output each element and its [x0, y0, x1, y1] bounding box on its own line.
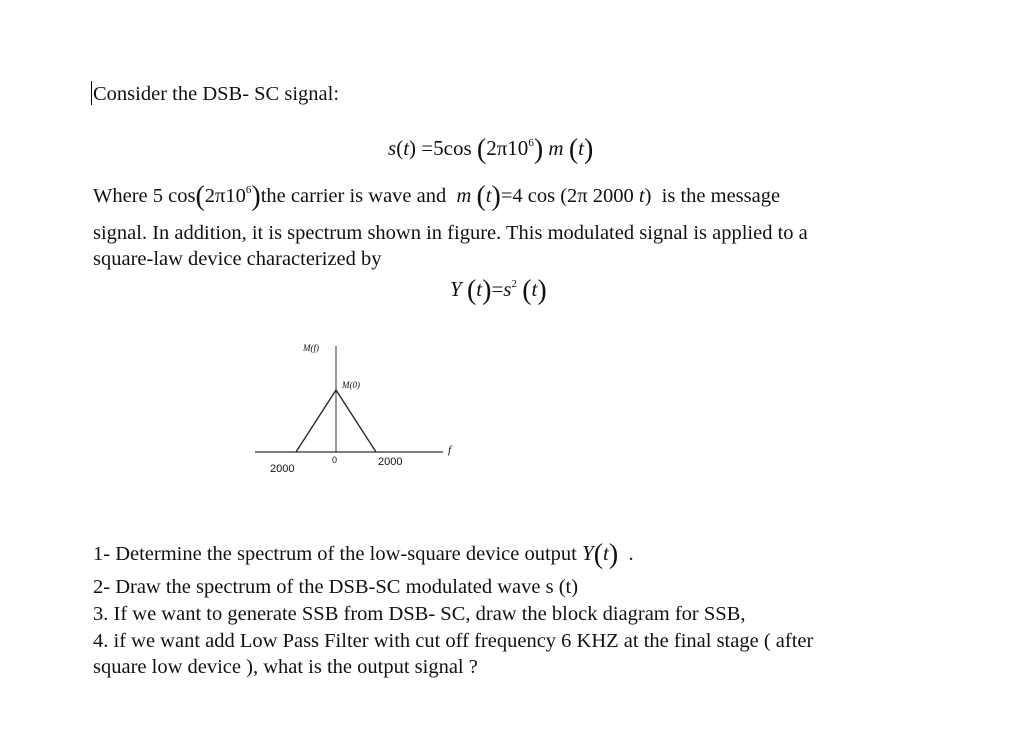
- equals-sign: =: [421, 136, 434, 160]
- tick-left: 2000: [270, 463, 295, 475]
- paragraph-line-2: signal. In addition, it is spectrum shown in figure. This modulated signal is applied to a: [93, 222, 808, 244]
- where-word: Where: [93, 185, 148, 207]
- x-axis-label: f: [448, 444, 452, 456]
- equals-sign: =: [491, 277, 504, 301]
- question-4-line-1: 4. if we want add Low Pass Filter with cut off frequency 6 KHZ at the final stage ( after: [93, 630, 814, 652]
- y-function: Y: [450, 277, 462, 301]
- time-var: t: [638, 185, 645, 207]
- square-law-equation: Y $(t)=s^2$ (t): [450, 275, 547, 306]
- cos-fn: cos: [443, 136, 472, 160]
- peak-label: M(0): [342, 380, 360, 390]
- where-tail-text: is the message: [661, 185, 781, 207]
- s-function: s: [388, 136, 397, 160]
- m-function: m: [548, 136, 564, 160]
- where-mid-text: the carrier is wave and: [260, 185, 447, 207]
- y-axis-label: M(f): [303, 343, 319, 353]
- question-2: 2- Draw the spectrum of the DSB-SC modulated wave s (t): [93, 576, 579, 598]
- message-expr: 4 cos (2π 2000: [512, 185, 634, 207]
- intro-text: Consider the DSB- SC signal:: [93, 83, 340, 105]
- exponent: 6: [245, 184, 252, 196]
- equals-sign: =: [500, 185, 513, 207]
- y-function: Y: [582, 541, 594, 565]
- s-function: s: [503, 277, 512, 301]
- question-1: 1- Determine the spectrum of the low-square device output Y(t) .: [93, 539, 634, 570]
- carrier-arg: 2π10: [204, 185, 246, 207]
- cos-fn: cos: [168, 185, 196, 207]
- time-var: t: [578, 136, 584, 160]
- time-var: t: [485, 185, 492, 207]
- tick-center: 0: [332, 455, 338, 465]
- dsb-sc-equation: s(t) =5cos $(2\pi 10^6)$ m (t): [388, 134, 594, 165]
- exponent: 2: [511, 278, 517, 290]
- time-var: t: [403, 136, 410, 160]
- exponent: 6: [528, 137, 534, 149]
- amplitude-coef: 5: [433, 136, 444, 160]
- question-3: 3. If we want to generate SSB from DSB- SC, draw the block diagram for SSB,: [93, 603, 746, 625]
- time-var: t: [603, 541, 609, 565]
- question-4-line-2: square low device ), what is the output signal ?: [93, 656, 478, 678]
- question-1-text: 1- Determine the spectrum of the low-square device output: [93, 543, 577, 565]
- carrier-coef: 5: [152, 185, 163, 207]
- time-var: t: [476, 277, 483, 301]
- carrier-arg: 2π10: [486, 136, 529, 160]
- m-function: m: [456, 185, 472, 207]
- paragraph-line-3: square-law device characterized by: [93, 248, 382, 270]
- where-line: Where 5 $\cos(2\pi 10^6)the$ carrier is wave and m (t)=4 cos (2π 2000 t) is the message: [93, 181, 781, 212]
- tick-right: 2000: [378, 456, 403, 468]
- time-var: t: [531, 277, 538, 301]
- question-1-end: .: [628, 543, 634, 565]
